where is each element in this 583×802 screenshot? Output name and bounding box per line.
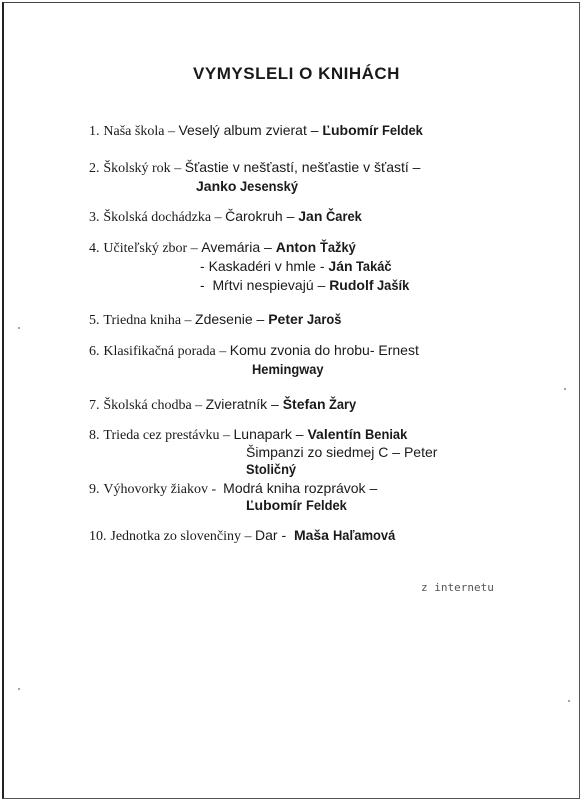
book-title: Modrá kniha rozprávok –: [223, 480, 378, 496]
book-title: Zvieratník: [205, 396, 268, 412]
author-last-name: Žary: [329, 396, 357, 412]
school-term: Výhovorky žiakov: [103, 482, 208, 497]
list-item-continuation: - Mŕtvi nespievajú – Rudolf Jašík: [200, 277, 410, 293]
scan-speck: [18, 327, 20, 329]
list-item: 3. Školská dochádzka – Čarokruh – Jan Čarek: [89, 208, 363, 225]
school-term: Školská chodba: [103, 398, 192, 413]
author-first-name: Janko: [196, 178, 237, 194]
author-last-name: Feldek: [305, 497, 347, 513]
author-last-name: Feldek: [382, 122, 424, 138]
list-item: 5. Triedna kniha – Zdesenie – Peter Jaroš: [89, 311, 342, 328]
book-title: Mŕtvi nespievajú: [212, 277, 314, 293]
school-term: Naša škola: [103, 124, 165, 139]
book-title: Dar: [255, 527, 278, 543]
document-title: VYMYSLELI O KNIHÁCH: [193, 64, 400, 83]
author-last-name: Beniak: [365, 426, 408, 442]
list-item: 6. Klasifikačná porada – Komu zvonia do hrobu- Ernest: [89, 342, 419, 359]
school-term: Školská dochádzka: [103, 210, 212, 225]
book-title: Avemária: [201, 239, 261, 255]
author-last-name: Jašík: [377, 277, 410, 293]
author-last-name: Jesenský: [240, 178, 299, 194]
author-first-name: Peter: [268, 311, 304, 327]
school-term: Školský rok: [103, 161, 171, 176]
author-first-name: Anton: [275, 239, 317, 255]
list-item-continuation: - Kaskadéri v hmle - Ján Takáč: [200, 258, 392, 274]
list-item-continuation: [246, 496, 350, 514]
scan-speck: [18, 688, 20, 690]
school-term: Trieda cez prestávku: [103, 428, 220, 443]
author-first-name: Jan: [298, 208, 323, 224]
author-first-name: Maša: [293, 527, 329, 543]
book-title: Veselý album zvierat: [178, 122, 307, 138]
author-last-name: Ťažký: [320, 239, 356, 255]
scan-speck: [564, 388, 566, 390]
list-item: 7. Školská chodba – Zvieratník – Štefan Žary: [89, 396, 357, 413]
author-first-name: Rudolf: [329, 277, 374, 293]
source-note: z internetu: [421, 581, 494, 594]
author-first-name: Ľubomír: [246, 497, 302, 513]
book-title: Komu zvonia do hrobu- Ernest: [229, 342, 419, 358]
school-term: Triedna kniha: [103, 313, 182, 328]
scan-speck: [568, 700, 570, 702]
list-item-continuation: [246, 460, 300, 478]
book-title: Šťastie v nešťastí, nešťastie v šťastí –: [184, 159, 421, 175]
school-term: Klasifikačná porada: [103, 344, 216, 359]
author-last-name: Hemingway: [252, 361, 324, 377]
book-title: Čarokruh: [225, 208, 283, 224]
list-item-continuation: [196, 177, 303, 195]
book-title: Lunapark: [233, 426, 292, 442]
list-item: 10. Jednotka zo slovenčiny – Dar - Maša Haľamová: [89, 527, 396, 544]
book-title: Šimpanzi zo siedmej C – Peter: [246, 444, 438, 460]
author-first-name: Valentín: [307, 426, 362, 442]
list-item: 9. Výhovorky žiakov - Modrá kniha rozprávok –: [89, 480, 378, 497]
author-last-name: Jaroš: [307, 311, 342, 327]
list-item: 1. Naša škola – Veselý album zvierat – Ľubomír Feldek: [89, 122, 424, 139]
list-item: 4. Učiteľský zbor – Avemária – Anton Ťažký: [89, 239, 356, 256]
list-item-continuation: [246, 443, 437, 461]
book-title: Zdesenie: [195, 311, 253, 327]
author-last-name: Čarek: [326, 208, 363, 224]
author-last-name: Takáč: [356, 258, 392, 274]
list-item-continuation: [252, 360, 330, 378]
author-last-name: Stoličný: [246, 461, 297, 477]
list-item: 8. Trieda cez prestávku – Lunapark – Valentín Beniak: [89, 426, 408, 443]
author-last-name: Haľamová: [332, 527, 396, 543]
book-title: Kaskadéri v hmle: [208, 258, 316, 274]
author-first-name: Ľubomír: [322, 122, 379, 138]
school-term: Učiteľský zbor: [103, 241, 188, 256]
school-term: Jednotka zo slovenčiny: [110, 529, 242, 544]
author-first-name: Štefan: [282, 396, 326, 412]
list-item: 2. Školský rok – Šťastie v nešťastí, nešťastie v šťastí –: [89, 159, 421, 176]
author-first-name: Ján: [328, 258, 353, 274]
